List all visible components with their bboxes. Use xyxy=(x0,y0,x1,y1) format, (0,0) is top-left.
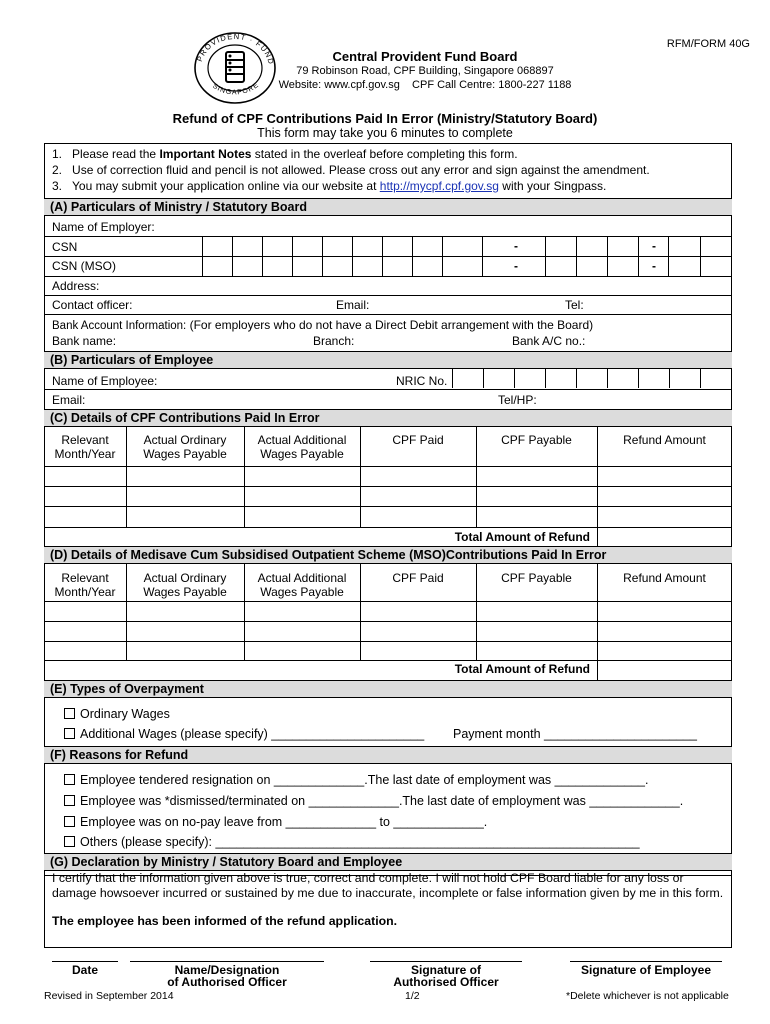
declaration-bold: The employee has been informed of the refund application. xyxy=(52,914,398,928)
footer-note: *Delete whichever is not applicable xyxy=(566,990,729,1002)
note-3-post: with your Singpass. xyxy=(498,179,607,193)
form-title: Refund of CPF Contributions Paid In Error (Ministry/Statutory Board) xyxy=(172,111,598,126)
reason-others[interactable] xyxy=(64,835,640,849)
nric-label: NRIC No. xyxy=(396,374,448,388)
csn-dash-1: - xyxy=(514,239,518,253)
bank-info xyxy=(52,318,593,332)
section-a-heading: (A) Particulars of Ministry / Statutory Board xyxy=(44,198,732,216)
reason-resignation-checkbox[interactable] xyxy=(64,774,75,785)
csn-mso-dash-2: - xyxy=(652,259,656,273)
email-label-b: Email: xyxy=(52,393,86,407)
additional-wages-checkbox[interactable] xyxy=(64,728,75,739)
declaration-text: I certify that the information given above is true, correct and complete. I will not hold CPF Board liable for any loss or damage howsoever incurred or sustained by me due to inaccurate, incomplete or false information given by me in this form. xyxy=(52,871,724,900)
d-col-ordinary: Actual Ordinary Wages Payable xyxy=(143,571,227,599)
reason-nopay[interactable] xyxy=(64,815,487,829)
name-sign-line xyxy=(130,961,324,962)
sig-date: Date xyxy=(71,963,98,977)
reason-nopay-checkbox[interactable] xyxy=(64,816,75,827)
note-1-bold: Important Notes xyxy=(159,147,252,161)
csn-dash-2: - xyxy=(652,239,656,253)
reason-dismissed[interactable] xyxy=(64,794,683,808)
d-total-label: Total Amount of Refund xyxy=(454,662,590,676)
ordinary-wages-label: Ordinary Wages xyxy=(80,707,170,721)
c-col-additional: Actual Additional Wages Payable xyxy=(257,433,347,461)
divider xyxy=(44,276,732,277)
sig-authorised-officer: Authorised Officer xyxy=(393,975,499,989)
d-col-refund: Refund Amount xyxy=(623,571,706,585)
note-1 xyxy=(52,147,518,161)
note-2-num: 2. xyxy=(52,163,63,177)
branch-label: Branch: xyxy=(313,334,355,348)
reason-resignation[interactable] xyxy=(64,773,648,787)
sig-name-designation: Name/Designation xyxy=(174,963,280,977)
reason-dismissed-label: Employee was *dismissed/terminated on _____________.The last date of employment was _____________. xyxy=(80,794,684,808)
tel-label-a: Tel: xyxy=(565,298,584,312)
divider xyxy=(44,295,732,296)
bank-info-note: (For employers who do not have a Direct Debit arrangement with the Board) xyxy=(189,318,594,332)
note-1-pre: Please read the xyxy=(72,147,160,161)
csn-mso-dash-1: - xyxy=(514,259,518,273)
contact-officer-label: Contact officer: xyxy=(52,298,133,312)
additional-wages-label: Additional Wages (please specify) ______________________ xyxy=(80,727,425,741)
ordinary-wages-checkbox[interactable] xyxy=(64,708,75,719)
form-code: RFM/FORM 40G xyxy=(666,38,750,50)
note-3-num: 3. xyxy=(52,179,63,193)
c-total-label: Total Amount of Refund xyxy=(454,530,590,544)
sig-employee: Signature of Employee xyxy=(580,963,712,977)
cpf-logo xyxy=(192,30,278,106)
d-col-additional: Actual Additional Wages Payable xyxy=(257,571,347,599)
c-col-month: Relevant Month/Year xyxy=(54,433,116,461)
section-f-heading: (F) Reasons for Refund xyxy=(44,746,732,764)
note-3 xyxy=(52,179,606,193)
email-label-a: Email: xyxy=(336,298,370,312)
additional-wages-option[interactable] xyxy=(64,727,424,741)
org-address: 79 Robinson Road, CPF Building, Singapore 068897 xyxy=(296,65,554,77)
reason-others-checkbox[interactable] xyxy=(64,836,75,847)
name-employee-label: Name of Employee: xyxy=(52,374,158,388)
bank-info-label: Bank Account Information: xyxy=(52,320,187,332)
reason-others-label: Others (please specify): _____________________________________________________________ xyxy=(80,835,640,849)
section-b-heading: (B) Particulars of Employee xyxy=(44,351,732,369)
c-col-refund: Refund Amount xyxy=(623,433,706,447)
nric-grid[interactable] xyxy=(452,369,732,389)
svg-text:PROVIDENT · FUND: PROVIDENT · FUND xyxy=(194,31,276,66)
section-e-heading: (E) Types of Overpayment xyxy=(44,680,732,698)
c-col-cpf-paid: CPF Paid xyxy=(392,433,444,447)
employee-sign-line xyxy=(570,961,722,962)
d-col-month: Relevant Month/Year xyxy=(54,571,116,599)
csn-grid[interactable] xyxy=(202,236,732,276)
note-2-text: Use of correction fluid and pencil is not allowed. Please cross out any error and sign against the amendment. xyxy=(72,163,650,177)
d-col-cpf-paid: CPF Paid xyxy=(392,571,444,585)
note-1-num: 1. xyxy=(52,147,63,161)
name-of-employer-label: Name of Employer: xyxy=(52,220,155,234)
note-2 xyxy=(52,163,650,177)
ordinary-wages-option[interactable] xyxy=(64,707,170,721)
bank-ac-label: Bank A/C no.: xyxy=(512,334,586,348)
bank-name-label: Bank name: xyxy=(52,334,117,348)
note-3-pre: You may submit your application online via our website at xyxy=(72,179,380,193)
sig-signature-of: Signature of xyxy=(410,963,481,977)
payment-month[interactable]: Payment month ______________________ xyxy=(453,727,697,741)
reason-nopay-label: Employee was on no-pay leave from _____________ to _____________. xyxy=(80,815,488,829)
divider xyxy=(44,314,732,315)
sig-of-officer: of Authorised Officer xyxy=(167,975,287,989)
footer-page: 1/2 xyxy=(405,990,420,1002)
mycpf-link[interactable]: http://mycpf.cpf.gov.sg xyxy=(379,179,499,193)
divider xyxy=(44,389,732,390)
section-d-heading: (D) Details of Medisave Cum Subsidised Outpatient Scheme (MSO)Contributions Paid In Error xyxy=(44,546,732,564)
section-c-heading: (C) Details of CPF Contributions Paid In Error xyxy=(44,409,732,427)
svg-text:SINGAPORE: SINGAPORE xyxy=(211,81,261,97)
form-subtitle: This form may take you 6 minutes to complete xyxy=(257,126,513,140)
section-c-table xyxy=(44,426,732,546)
footer-revised: Revised in September 2014 xyxy=(44,990,174,1002)
reason-dismissed-checkbox[interactable] xyxy=(64,795,75,806)
c-col-ordinary: Actual Ordinary Wages Payable xyxy=(143,433,227,461)
address-label: Address: xyxy=(52,279,100,293)
d-col-cpf-payable: CPF Payable xyxy=(501,571,572,585)
org-contact: Website: www.cpf.gov.sg CPF Call Centre: 1800-227 1188 xyxy=(278,79,572,91)
date-sign-line xyxy=(52,961,118,962)
officer-sign-line xyxy=(370,961,522,962)
org-name: Central Provident Fund Board xyxy=(332,49,518,64)
reason-resignation-label: Employee tendered resignation on _____________.The last date of employment was _____________. xyxy=(80,773,649,787)
section-g-heading: (G) Declaration by Ministry / Statutory Board and Employee xyxy=(44,853,732,871)
c-col-cpf-payable: CPF Payable xyxy=(501,433,572,447)
csn-label: CSN xyxy=(52,240,78,254)
telhp-label: Tel/HP: xyxy=(498,393,537,407)
note-1-post: stated in the overleaf before completing this form. xyxy=(251,147,518,161)
csn-mso-label: CSN (MSO) xyxy=(52,259,116,273)
section-d-table xyxy=(44,563,732,680)
